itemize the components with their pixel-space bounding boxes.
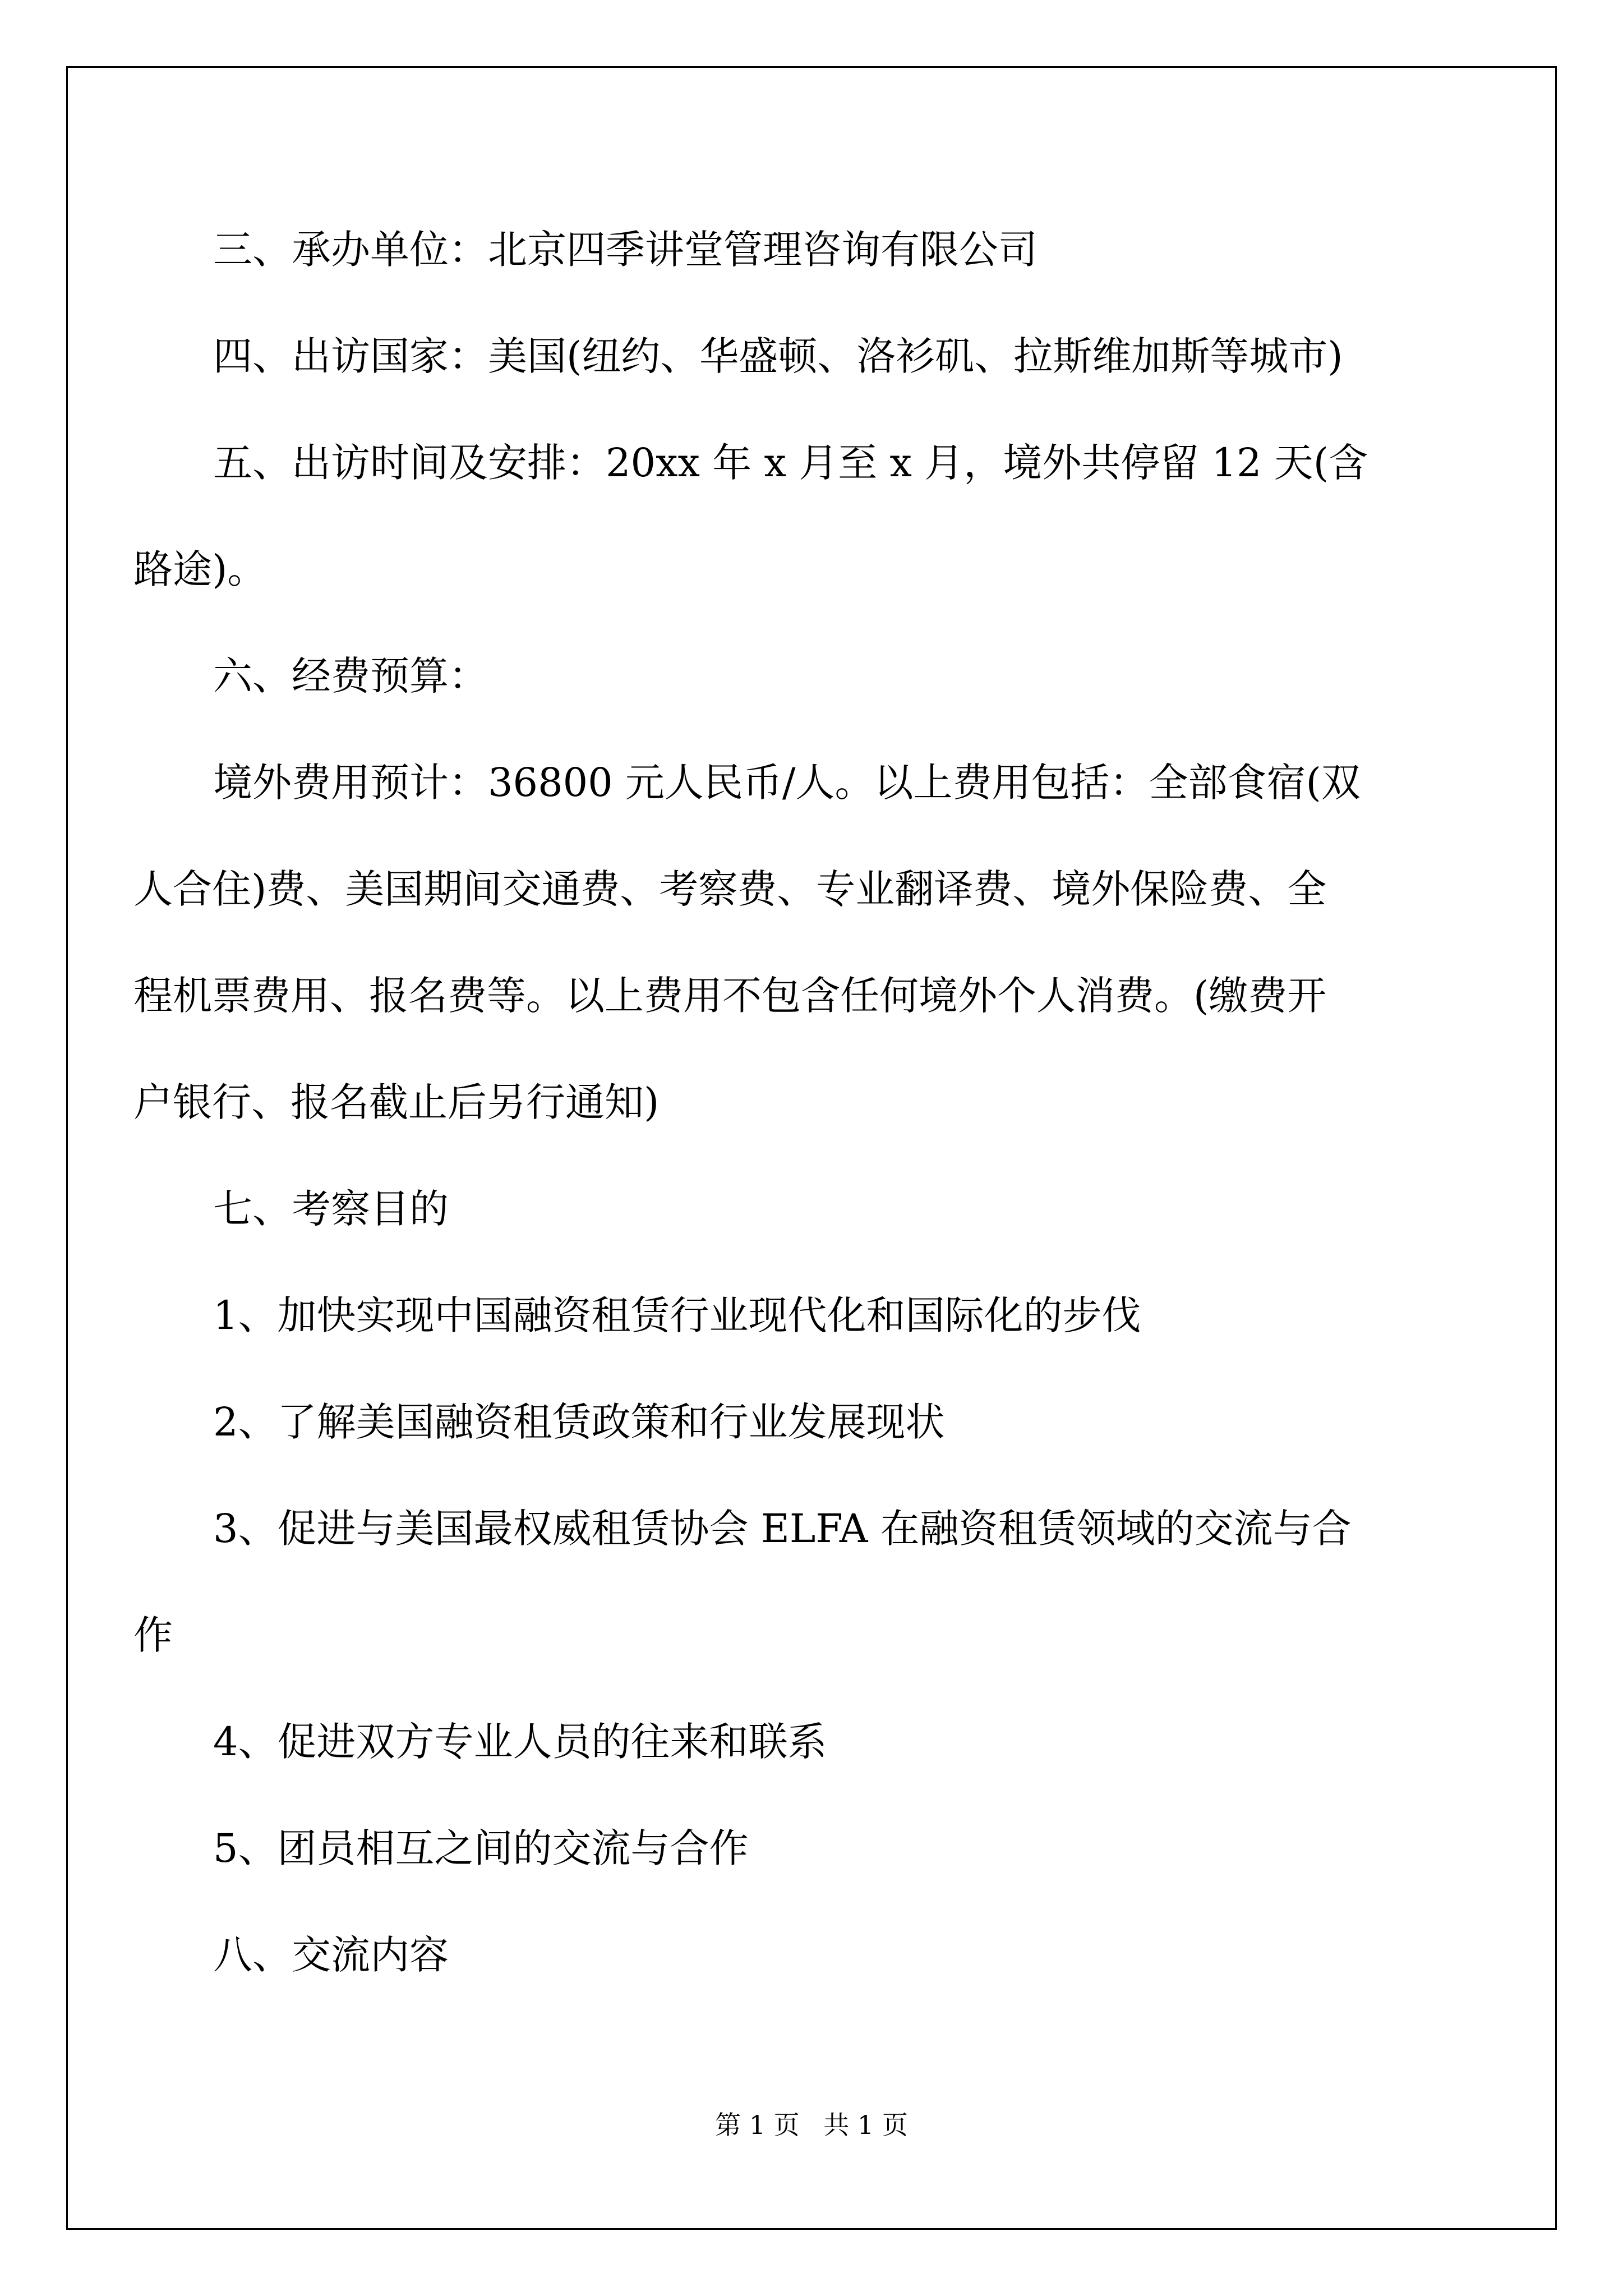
page-border <box>66 66 1557 2230</box>
paragraph-budget-line-3: 程机票费用、报名费等。以上费用不包含任何境外个人消费。(缴费开 <box>133 973 1327 1019</box>
paragraph-exchange-heading: 八、交流内容 <box>213 1932 449 1978</box>
paragraph-schedule-continued: 路途)。 <box>133 546 267 592</box>
page-footer <box>0 2108 1623 2142</box>
paragraph-purpose-heading: 七、考察目的 <box>213 1186 449 1232</box>
list-item-purpose-3: 3、促进与美国最权威租赁协会 ELFA 在融资租赁领域的交流与合 <box>213 1506 1352 1552</box>
page-number-label: 第 1 页 <box>715 2110 800 2140</box>
paragraph-budget-line-2: 人合住)费、美国期间交通费、考察费、专业翻译费、境外保险费、全 <box>133 866 1327 912</box>
paragraph-destination: 四、出访国家：美国(纽约、华盛顿、洛衫矶、拉斯维加斯等城市) <box>213 333 1343 379</box>
total-pages-label: 共 1 页 <box>823 2110 908 2140</box>
paragraph-schedule: 五、出访时间及安排：20xx 年 x 月至 x 月，境外共停留 12 天(含 <box>213 440 1368 486</box>
list-item-purpose-1: 1、加快实现中国融资租赁行业现代化和国际化的步伐 <box>213 1292 1141 1338</box>
paragraph-budget-line-4: 户银行、报名截止后另行通知) <box>133 1079 660 1125</box>
list-item-purpose-5: 5、团员相互之间的交流与合作 <box>213 1825 749 1871</box>
paragraph-budget-heading: 六、经费预算： <box>213 653 488 699</box>
list-item-purpose-3-continued: 作 <box>133 1612 173 1658</box>
paragraph-budget-line-1: 境外费用预计：36800 元人民币/人。以上费用包括：全部食宿(双 <box>213 760 1361 806</box>
list-item-purpose-4: 4、促进双方专业人员的往来和联系 <box>213 1719 827 1765</box>
paragraph-organizer: 三、承办单位：北京四季讲堂管理咨询有限公司 <box>213 227 1038 273</box>
list-item-purpose-2: 2、了解美国融资租赁政策和行业发展现状 <box>213 1399 945 1445</box>
